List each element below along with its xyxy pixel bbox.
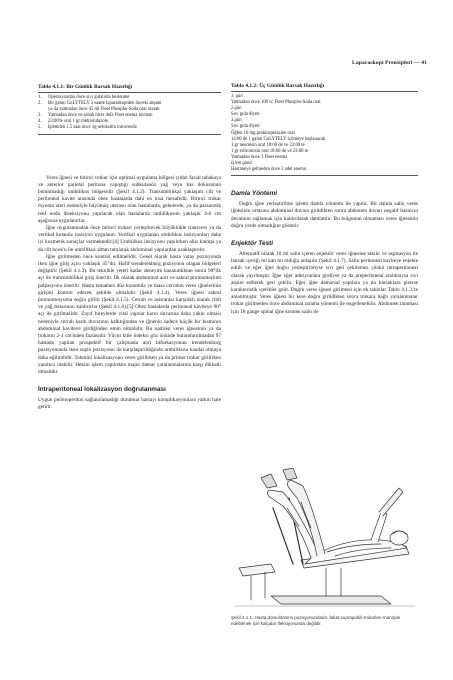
row-number: 3. (38, 113, 42, 119)
table-bowel-prep-three-day (231, 83, 418, 176)
right-column (231, 84, 418, 316)
paragraph: İğne uygulanmadan önce birinci trokarı yerleştirecek büyüklükte transvers ya da vertikal kutanöz insizyon uygulanır. Vertikal uygulanan umbilikus insizyonları daha iyi kozmetik sonuçlar vermektedir.[4] Umbilikus insizyonu yapılırken allis klempi ya da cilt hook'u ile umbilikus alttan tutularak abdominal yapılardan uzaklaştırılır. (38, 224, 221, 253)
section-heading: Damla Yöntemi (231, 190, 278, 198)
paragraph: Uygun pnömoperiton sağlanılamadığı durumlar hastayı komplikasyonlara yatkın hale getirir. (38, 397, 221, 411)
row-number: 2. (38, 101, 42, 107)
row-text: ya da yatmadan önce 45 ml Fleet Phospho-Soda oral olarak (48, 107, 160, 113)
table-rows (231, 94, 418, 173)
paragraph: Doğru iğne yerleştirilme işlemi damla yöntemi ile yapılır. Bir damla salin veres iğnesinin ortasına abdominal duvara girildikten sonra abdomen duvarı negatif basıncın devamını sağlamak için kaldırılarak damlatılır. Bu bulgunun olmaması veres iğnesinin doğru yerde olmadığını gösterir. (231, 201, 418, 229)
table-line: Yatmadan önce 1 Fleet enema (231, 154, 288, 160)
table-line: Yatmadan önce 100 cc Fleet Phospho-Soda oral (231, 100, 321, 106)
row-number: 5. (38, 125, 42, 131)
table-day-label: İşlem günü (231, 161, 252, 167)
table-title: Tablo 4.1.1: Bir Günlük Barsak Hazırlığı (38, 84, 221, 93)
table-title: Tablo 4.1.2: Üç Günlük Barsak Hazırlığı (231, 83, 418, 92)
left-column (38, 84, 221, 412)
table-row (38, 125, 221, 131)
row-text: Yatmadan önce ve sabah birer defa Fleet enema lavman (48, 113, 153, 119)
paragraph: Alternatif olarak 10 ml salin içeren enjektör veres iğnesine takılır ve aspirasyon ile barsak içeriği mi kan mı olduğu anlaşılır (Şekil 4.1.7). Salin peritoneal kaviteye enjekte edilir ve eğer iğne doğru yerleştirildiyse sıvı geri çekilemez çünkü intraperitoneal olarak yayılmıştır. İğne eğer adezyonlara girdiyse ya da preperitoneal aralıktaysa sıvı aspire edilerek geri çekilir. Eğer iğne damarsal yapılara ya da barsaklara girerse karakteristik içerikler gelir. Doğru veres iğnesi girilmesi için ek tablolar Tablo 4.1.3.'te anlatılmıştır. Veres iğnesi bir kere doğru girildikten sonra trokara bağlı yaralanmalar trokar girilmeden önce abdominal tarama yöntemi ile engellenebilir. Abdomen taraması için 18 gauge spinal iğne kısmen salin ile (231, 251, 418, 315)
paragraph: İğne girilmeden önce kontrol edilmelidir. Genel olarak hasta yatay pozisyonda iken iğne giriş açısı yaklaşık 45°dir. Hafif trendelenburg pozisyonu olagan bölgeleri değiştirir (Şekil 4.1.3). Bu teknikle yeteri kadar deneyim kazanıldıktan sonra 90°lik açı ile transumbilikal giriş önerilir. İlk olarak abdominal aort ve sakral promontorium palpasyonu önerilir. Hasta tamamen düz konumda ve masa cerrahın veres iğnelerinin girişini kontrol edecek şekilde olmalıdır (Şekil 4.1.4). Veres iğnesi sakral promontoryuma doğru girilir (Şekil 4.1.5). Cerrah ve asistanlar karşılıklı olarak cildi ve yağ dokusunu kaldırırlar (Şekil 4.1.6).[5] Obez hastalarda peritoneal kaviteye 90° açı ile girilmelidir. Zayıf bireylerde vital yapılar karın duvarına daha yakın olması nedeniyle cerrah karın duvarının kalktığından ve iğnenin sadece küçük bir kısmının abdominal kaviteye girdiğinden emin olmalıdır. Bu nadiren veres iğnesinin ya da trokarın 2-3 cm'inden fazlasıdır. Vücut kitle indeksi göz önünde bulundurulmadan 97 hastada yapılan prospektif bir çalışmada aort bifurkasyonun trendelenburg pozisyonunda iken supin pozisyonu ile karşılaştırıldığında umbilikusa kaudal olmaya daha eğilimlidir. Tahmini lokalizasyonu veres girilirken ya da primer trokar girilirken yanıltıcı olabilir. Hekim işlem yapılırken major damar yaralanmalarına karşı dikkatli olmalıdır. (38, 253, 221, 376)
figure-caption: Şekil 4.1.1. Hasta dorsolitotomi pozisyonundadır, fakat suprapubik trokarları manüple edebilmek için kalçalar fleksiyonunda değildir. (231, 615, 401, 626)
table-bowel-prep-one-day (38, 84, 221, 135)
table-line: 14:00 de 1 galon GoLYTELY içilmeye başlanacak (231, 136, 326, 142)
table-line: 1 gr neomisin oral 18:00 de ve 23:00 te (231, 142, 305, 148)
table-line: Öğlen 10 mg.proklorperazine oral (231, 130, 295, 136)
figure-dorsolithotomy-illustration (231, 468, 418, 612)
row-text: 23:00'te oral 1 gr metronidazole (48, 119, 108, 125)
table-line: Sıvı gıda diyeti (231, 124, 260, 130)
row-number: 4. (38, 119, 42, 125)
row-text: Bir galon GoLYTELY 3 saatte laparaskopiden önceki akşam (48, 101, 162, 107)
table-day-label: 2.gün (231, 106, 242, 112)
table-rows (38, 95, 221, 132)
table-day-label: 1. gün (231, 94, 243, 99)
table-day-label: 3.gün (231, 118, 242, 124)
section-heading: Enjektör Testi (231, 240, 274, 248)
running-head: Laparaskopi Prensipleri — 41 (352, 60, 427, 66)
section-heading: İntraperitoneal lokalizasyon doğrulanması (38, 386, 166, 394)
paragraph: Veres iğnesi ve birinci trokar için optimal uygulama bölgesi çıldın fasial tabakaya ve anterior parietal peritona yapıştığı subkutanöz yağ veya kas dokusunun bulunmadığı umbilikus bölgesidir (Şekil 4.1.2). Transumbilikal yaklaşım cilt ve peritoneal kavite arasında obez hastalarda dahi en kısa mesafedir. Birinci trokar myoma uteri nedeniyle büyümüş uterusu olan hastalarda, gebelerde, ya da paraaortik lenf nodu diseksiyonu yapılacak olan hastalarda umbilikusun yaklaşık 4-6 cm aşağısına uygulanırlar. (38, 174, 221, 224)
row-text: İşlemden 1.5 saat önce 1g sefoksitin intravenöz (48, 125, 137, 131)
table-line: Hastaneye gelmeden önce 2 adet enema (231, 167, 306, 173)
table-line: 1 gr eritromisin oral 18:00 de ve 23:00 te (231, 148, 309, 154)
table-line: Sıvı gıda diyeti (231, 112, 260, 118)
row-number: 1. (38, 95, 42, 100)
row-text: Operasyondan önce sıvı gıdalarla beslenme (48, 95, 130, 100)
